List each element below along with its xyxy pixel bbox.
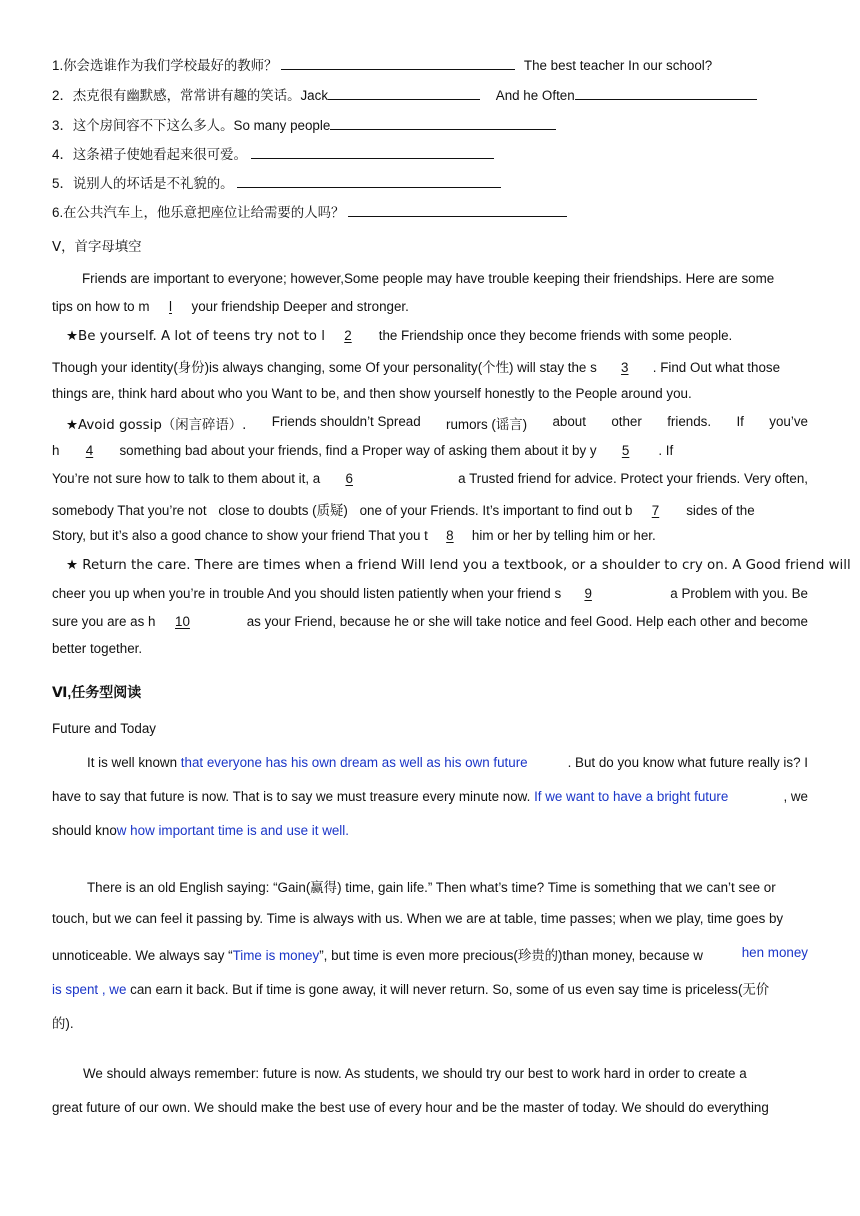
passage-line: unnoticeable. We always say “Time is money”, but time is even more precious(珍贵的)than money, because w hen money — [52, 945, 808, 963]
answer-blank[interactable] — [237, 173, 501, 188]
translation-item-2 — [52, 85, 757, 104]
passage-line: sure you are as h 10 as your Friend, because he or she will take notice and feel Good. Help each other and become — [52, 614, 808, 629]
passage-line: ★ Return the care. There are times when a friend Will lend you a textbook, or a shoulder to cry on. A Good friend will — [66, 558, 851, 573]
blank-4[interactable]: 4 — [85, 443, 94, 458]
answer-blank[interactable] — [575, 85, 757, 100]
passage-line: We should always remember: future is now. As students, we should try our best to work hard in order to create a — [83, 1066, 747, 1081]
translation-item-6 — [52, 202, 567, 221]
section-5-title: Ⅴ，首字母填空 — [52, 239, 142, 254]
passage-line: is spent , we can earn it back. But if time is gone away, it will never return. So, some of us even say time is priceless(无价 — [52, 982, 770, 997]
passage-line: better together. — [52, 641, 143, 656]
blank-6[interactable]: 6 — [345, 471, 353, 486]
passage-line: ★Avoid gossip（闲言碎语）. Friends shouldn’t Spread rumors (谣言) about other friends. If you’ve — [66, 414, 808, 433]
passage-line: It is well known that everyone has his own dream as well as his own future . But do you know what future really is? I — [87, 755, 808, 770]
item-5-chinese: 5．说别人的坏话是不礼貌的。 — [52, 176, 234, 191]
section-6-title: Ⅵ,任务型阅读 — [52, 684, 142, 700]
item-4-chinese: 4．这条裙子使她看起来很可爱。 — [52, 147, 247, 162]
passage-line: tips on how to m l your friendship Deeper and stronger. — [52, 299, 409, 314]
item-3-english: So many people — [233, 118, 331, 133]
blank-10[interactable]: 10 — [175, 614, 190, 629]
blank-9[interactable]: 9 — [584, 586, 592, 601]
answer-blank[interactable] — [330, 115, 556, 130]
passage-line: Story, but it’s also a good chance to show your friend That you t 8 him or her by telling him or her. — [52, 528, 656, 543]
passage-line: great future of our own. We should make the best use of every hour and be the master of today. We should do everything — [52, 1100, 769, 1115]
answer-blank[interactable] — [251, 144, 494, 159]
passage-line: touch, but we can feel it passing by. Time is always with us. When we are at table, time passes; when we play, time goes by — [52, 911, 784, 926]
passage-line: Though your identity(身份)is always changing, some Of your personality(个性) will stay the s 3 . Find Out what those — [52, 360, 781, 375]
passage-line: cheer you up when you’re in trouble And you should listen patiently when your friend s 9 a Problem with you. Be — [52, 586, 808, 601]
blank-5[interactable]: 5 — [621, 443, 630, 458]
passage-line: Friends are important to everyone; however,Some people may have trouble keeping their friendships. Here are some — [82, 271, 775, 286]
passage-line: should know how important time is and use it well. — [52, 823, 349, 838]
passage-line: h 4 something bad about your friends, find a Proper way of asking them about it by y 5 . If — [52, 443, 674, 458]
blank-1[interactable]: l — [169, 299, 172, 314]
passage-line: have to say that future is now. That is to say we must treasure every minute now. If we want to have a bright future , we — [52, 789, 808, 804]
translation-item-5 — [52, 173, 501, 192]
answer-blank[interactable] — [281, 55, 515, 70]
passage-line: You’re not sure how to talk to them about it, a 6 a Trusted friend for advice. Protect your friends. Very often, — [52, 471, 808, 486]
passage-line: There is an old English saying: “Gain(赢得) time, gain life.” Then what’s time? Time is something that we can’t see or — [87, 880, 776, 895]
blank-2[interactable]: 2 — [344, 328, 352, 343]
blank-3[interactable]: 3 — [621, 360, 629, 375]
item-2-english-b: And he Often — [495, 88, 575, 103]
passage-line: ★Be yourself. A lot of teens try not to l 2 the Friendship once they become friends with some people. — [66, 328, 733, 344]
answer-blank[interactable] — [328, 85, 480, 100]
passage-line: 的). — [52, 1016, 74, 1031]
item-2-english-a: Jack — [300, 88, 329, 103]
item-1-english: The best teacher In our school? — [523, 58, 713, 73]
item-1-chinese: 1.你会选谁作为我们学校最好的教师？ — [52, 58, 278, 73]
translation-item-3 — [52, 115, 556, 134]
passage-line: things are, think hard about who you Want to be, and then show yourself honestly to the People around you. — [52, 386, 692, 401]
answer-blank[interactable] — [348, 202, 567, 217]
item-6-chinese: 6.在公共汽车上，他乐意把座位让给需要的人吗？ — [52, 205, 345, 220]
item-3-chinese: 3．这个房间容不下这么多人。 — [52, 118, 234, 133]
translation-item-4 — [52, 144, 494, 163]
translation-item-1 — [52, 55, 712, 74]
blank-8[interactable]: 8 — [446, 528, 454, 543]
blank-7[interactable]: 7 — [651, 503, 660, 518]
reading-title: Future and Today — [52, 721, 156, 736]
passage-line: somebody That you’re not close to doubts (质疑) one of your Friends. It’s important to find out b 7 sides of the — [52, 503, 755, 518]
item-2-chinese: 2．杰克很有幽默感，常常讲有趣的笑话。 — [52, 88, 301, 103]
